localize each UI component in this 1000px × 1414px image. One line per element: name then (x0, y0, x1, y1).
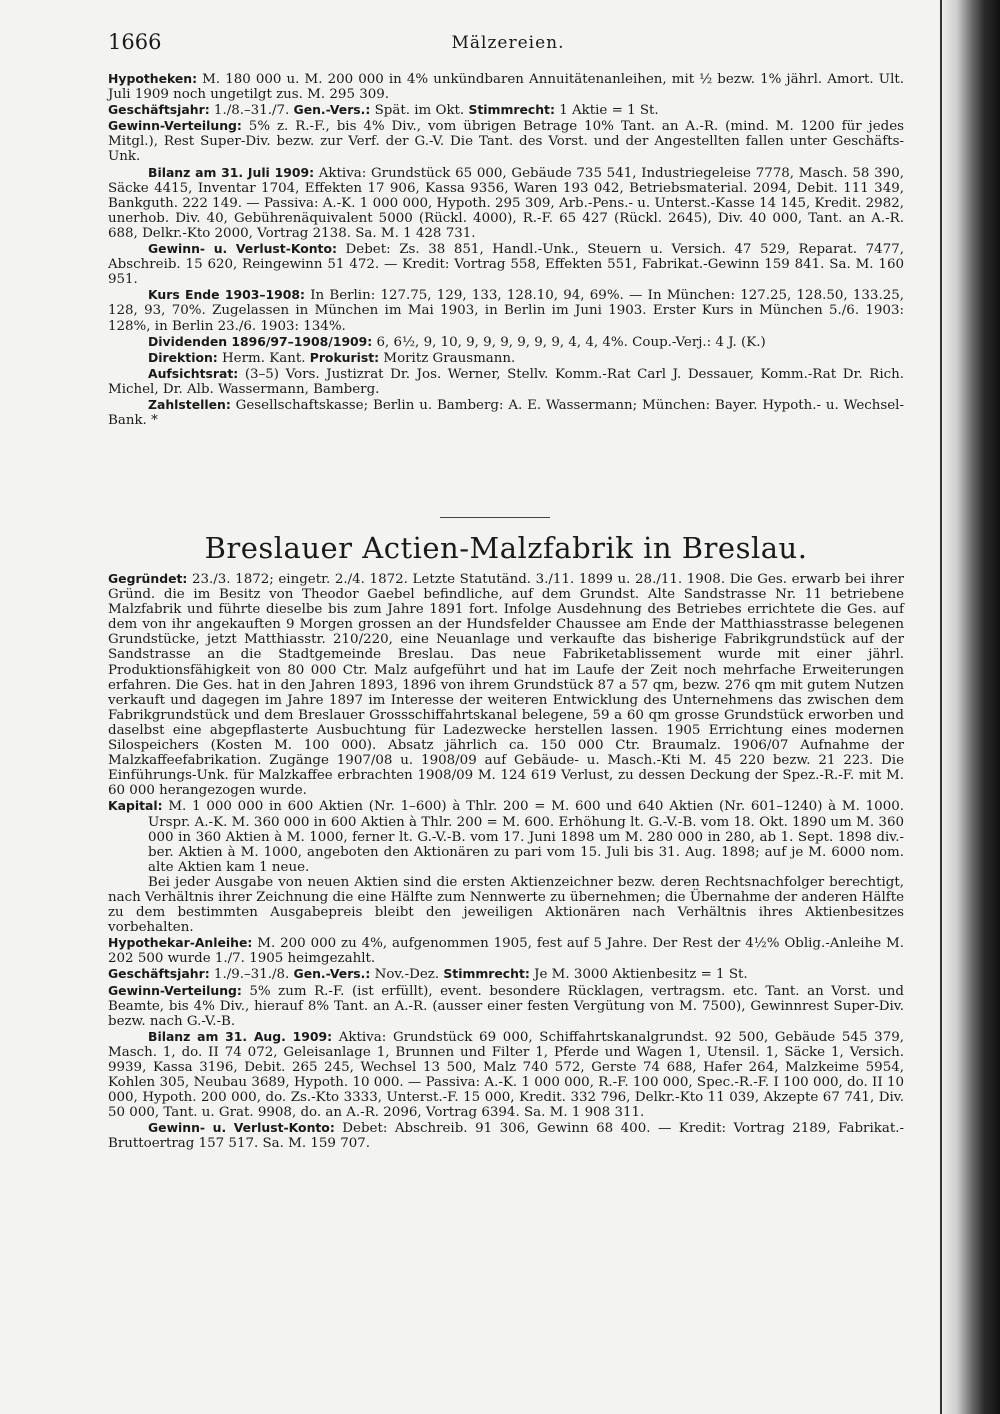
field-text: 1 Aktie = 1 St. (554, 103, 659, 119)
entry-paragraph (108, 1120, 904, 1151)
field-label: Bilanz am 31. Aug. 1909: (148, 1028, 333, 1044)
entry-paragraph (108, 366, 904, 397)
field-text: 1./8.–31./7. (209, 103, 294, 119)
field-text: M. 200 000 zu 4%, aufgenommen 1905, fest auf 5 Jahre. Der Rest der 4½% Oblig.-Anleihe M. 202 500 wurde 1./7. 1905 heimgezahlt. (108, 936, 904, 967)
page-header (108, 30, 908, 60)
entry-paragraph (108, 983, 904, 1029)
entry-paragraph (108, 102, 904, 118)
field-text: 5% z. R.-F., bis 4% Div., vom übrigen Betrage 10% Tant. an A.-R. (mind. M. 1200 für jedes Mitgl.), Rest Super-Div. bezw. zur Verf. der G.-V. Die Tant. des Vorst. und der Angestellten fallen unter Geschäfts-Unk. (108, 119, 904, 165)
field-label: Hypothekar-Anleihe: (108, 935, 253, 951)
field-text: Spät. im Okt. (370, 103, 469, 119)
field-label: Stimmrecht: (468, 102, 555, 118)
field-label: Geschäftsjahr: (108, 966, 210, 982)
entry-paragraph (108, 71, 904, 102)
company-entry-breslauer (108, 571, 904, 1152)
field-text: 23./3. 1872; eingetr. 2./4. 1872. Letzte Statutänd. 3./11. 1899 u. 28./11. 1908. Die Ges. erwarb bei ihrer Gründ. die im Besitz von Theodor Gaebel befindliche, auf dem Grundst. Alte Sandstrasse Nr. 11 betriebene Malzfabrik und führte dieselbe bis zum Jahre 1891 fort. Infolge Ausdehnung des Betriebes errichtete die Ges. auf dem von ihr angekauften 9 Morgen grossen an der Hundsfelder Chaussee am Ende der Matthiasstrasse belegenen Grundstücke, jetzt Matthiasstr. 210/220, eine Neuanlage und verkaufte das bisherige Fabrikgrundstück auf der Sandstrasse an die Stadtgemeinde Breslau. Das neue Fabriketablissement wurde mit einer jährl. Produktionsfähigkeit von 80 000 Ctr. Malz aufgeführt und hat im Laufe der Zeit noch mehrfache Erweiterungen erfahren. Die Ges. hat in den Jahren 1893, 1896 von ihrem Grundstück 87 a 57 qm, bezw. 276 qm mit gutem Nutzen verkauft und dagegen im Jahre 1897 im Interesse der weiteren Entwicklung des Unternehmens das zwischen dem Fabrikgrundstück und dem Breslauer Grossschiffahrtskanal belegene, 59 a 60 qm grosse Grundstück erworben und daselbst eine abgepflasterte Ausbuchtung für Ladezwecke herstellen lassen. 1905 Errichtung eines modernen Silospeichers (Kosten M. 100 000). Absatz jährlich ca. 150 000 Ctr. Braumalz. 1906/07 Aufnahme der Malzkaffeefabrikation. Zugänge 1907/08 u. 1908/09 auf Gebäude- u. Masch.-Kti M. 45 220 bezw. 21 223. Die Einführungs-Unk. für Malzkaffee erbrachten 1908/09 M. 124 619 Verlust, zu dessen Deckung der Spez.-R.-F. mit M. 60 000 herangezogen wurde. (108, 572, 904, 799)
field-text: Debet: Zs. 38 851, Handl.-Unk., Steuern u. Versich. 47 529, Reparat. 7477, Abschreib. 15 620, Reingewinn 51 472. — Kredit: Vortrag 558, Effekten 551, Fabrikat.-Gewinn 159 841. Sa. M. 160 951. (108, 242, 904, 288)
field-label: Bilanz am 31. Juli 1909: (148, 164, 315, 180)
field-label: Dividenden 1896/97–1908/1909: (148, 333, 373, 349)
field-text: (3–5) Vors. Justizrat Dr. Jos. Werner, Stellv. Komm.-Rat Carl J. Dessauer, Komm.-Rat Dr. Rich. Michel, Dr. Alb. Wassermann, Bamberg. (108, 366, 904, 397)
entry-paragraph (108, 1029, 904, 1121)
page-number: 1666 (108, 30, 162, 54)
entry-paragraph (108, 571, 904, 798)
field-text: Herm. Kant. (217, 350, 310, 366)
field-label: Geschäftsjahr: (108, 102, 210, 118)
company-title: Breslauer Actien-Malzfabrik in Breslau. (204, 531, 808, 565)
field-label: Kurs Ende 1903–1908: (148, 287, 305, 303)
field-text: Aktiva: Grundstück 65 000, Gebäude 735 541, Industriegeleise 7778, Masch. 58 390, Säcke 4415, Inventar 1704, Effekten 17 906, Kassa 9356, Waren 193 042, Betriebsmaterial. 2094, Debit. 111 349, Bankguth. 222 149. — Passiva: A.-K. 1 000 000, Hypoth. 295 309, Arb.-Pens.- u. Unterst.-Kasse 14 145, Kredit. 2982, unerhob. Div. 40, Gebührenäquivalent 5000 (Rückl. 4000), R.-F. 65 427 (Rückl. 2645), Div. 40 000, Tant. an A.-R. 688, Delkr.-Kto 2000, Vortrag 2138. Sa. M. 1 428 731. (108, 165, 904, 241)
entry-paragraph (108, 118, 904, 164)
field-label: Aufsichtsrat: (148, 365, 239, 381)
entry-paragraph (108, 165, 904, 241)
field-text: 5% zum R.-F. (ist erfüllt), event. besondere Rücklagen, vertragsm. etc. Tant. an Vorst. und Beamte, bis 4% Div., hierauf 8% Tant. an A.-R. (ausser einer festen Vergütung von M. 7500), Gewinnrest Super-Div. bezw. nach G.-V.-B. (108, 983, 904, 1029)
entry-paragraph (108, 241, 904, 287)
entry-paragraph (108, 798, 904, 874)
entry-paragraph (108, 334, 904, 350)
entry-separator (440, 517, 550, 518)
field-text: 6, 6½, 9, 10, 9, 9, 9, 9, 9, 9, 4, 4, 4%. Coup.-Verj.: 4 J. (K.) (372, 334, 766, 350)
field-text: 1./9.–31./8. (209, 967, 294, 983)
field-text: Gesellschaftskasse; Berlin u. Bamberg: A. E. Wassermann; München: Bayer. Hypoth.- u. Wechsel-Bank. * (108, 397, 904, 429)
entry-paragraph (108, 287, 904, 333)
field-text: Bei jeder Ausgabe von neuen Aktien sind die ersten Aktienzeichner bezw. deren Rechtsnachfolger berechtigt, nach Verhältnis ihrer Zeichnung die eine Hälfte zum Nennwerte zu übernehmen; die Übernahme der anderen Hälfte zu dem bestimmten Ausgabepreis bleibt den jeweiligen Aktionären nach Verhältnis ihres Aktienbesitzes vorbehalten. (108, 874, 904, 936)
field-text: Nov.-Dez. (370, 967, 444, 983)
field-label: Gewinn- u. Verlust-Konto: (148, 241, 337, 257)
field-label: Kapital: (108, 798, 163, 814)
page-edge-line (940, 0, 942, 1414)
field-text: Debet: Abschreib. 91 306, Gewinn 68 400. — Kredit: Vortrag 2189, Fabrikat.-Bruttoertrag 157 517. Sa. M. 159 707. (108, 1121, 904, 1152)
running-head: Mälzereien. (451, 33, 565, 53)
field-label: Hypotheken: (108, 71, 198, 86)
field-text: M. 1 000 000 in 600 Aktien (Nr. 1–600) à Thlr. 200 = M. 600 und 640 Aktien (Nr. 601–1240) à M. 1000. Urspr. A.-K. M. 360 000 in 600 Aktien à Thlr. 200 = M. 600. Erhöhung lt. G.-V.-B. vom 18. Okt. 1890 um M. 360 000 in 360 Aktien à M. 1000, ferner lt. G.-V.-B. vom 17. Juni 1898 um M. 280 000 in 280, ab 1. Sept. 1898 div.-ber. Aktien à M. 1000, angeboten den Aktionären zu pari vom 15. Juli bis 31. Aug. 1898; auf je M. 6000 nom. alte Aktien kam 1 neue. (148, 799, 904, 875)
field-label: Gen.-Vers.: (293, 102, 371, 118)
field-label: Gen.-Vers.: (293, 966, 371, 982)
field-text: Je M. 3000 Aktienbesitz = 1 St. (529, 967, 748, 983)
field-text: Moritz Grausmann. (379, 350, 516, 366)
entry-paragraph (108, 397, 904, 428)
field-label: Gegründet: (108, 571, 188, 586)
company-entry-previous (108, 71, 904, 428)
field-label: Gewinn- u. Verlust-Konto: (148, 1120, 335, 1136)
entry-paragraph (108, 875, 904, 935)
field-text: In Berlin: 127.75, 129, 133, 128.10, 94, 69%. — In München: 127.25, 128.50, 133.25, 128, 93, 70%. Zugelassen in München im Mai 1903, in Berlin im Juni 1903. Erster Kurs in München 5./6. 1903: 128%, in Berlin 23./6. 1903: 134%. (108, 288, 904, 334)
book-spine-shadow (938, 0, 1000, 1414)
entry-paragraph (108, 966, 904, 982)
field-label: Direktion: (148, 349, 218, 365)
field-label: Prokurist: (309, 349, 380, 365)
entry-paragraph (108, 935, 904, 966)
entry-paragraph (108, 350, 904, 366)
field-text: Aktiva: Grundstück 69 000, Schiffahrtskanalgrundst. 92 500, Gebäude 545 379, Masch. 1, do. II 74 072, Geleisanlage 1, Brunnen und Filter 1, Pferde und Wagen 1, Utensil. 1, Säcke 1, Versich. 9939, Kassa 3196, Debit. 265 245, Wechsel 13 500, Malz 740 572, Gerste 74 688, Hafer 264, Malzkeime 5954, Kohlen 305, Neubau 3689, Hypoth. 10 000. — Passiva: A.-K. 1 000 000, R.-F. 100 000, Spec.-R.-F. I 100 000, do. II 10 000, Hypoth. 200 000, do. Zs.-Kto 3333, Unterst.-F. 15 000, Kredit. 332 796, Delkr.-Kto 11 039, Akzepte 67 741, Div. 50 000, Tant. u. Grat. 9908, do. an A.-R. 2096, Vortrag 6394. Sa. M. 1 908 311. (108, 1029, 904, 1121)
field-text: M. 180 000 u. M. 200 000 in 4% unkündbaren Annuitätenanleihen, mit ½ bezw. 1% jährl. Amort. Ult. Juli 1909 noch ungetilgt zus. M. 295 309. (108, 72, 904, 103)
field-label: Stimmrecht: (443, 966, 530, 982)
field-label: Gewinn-Verteilung: (108, 982, 242, 998)
field-label: Zahlstellen: (148, 396, 231, 412)
field-label: Gewinn-Verteilung: (108, 118, 242, 134)
